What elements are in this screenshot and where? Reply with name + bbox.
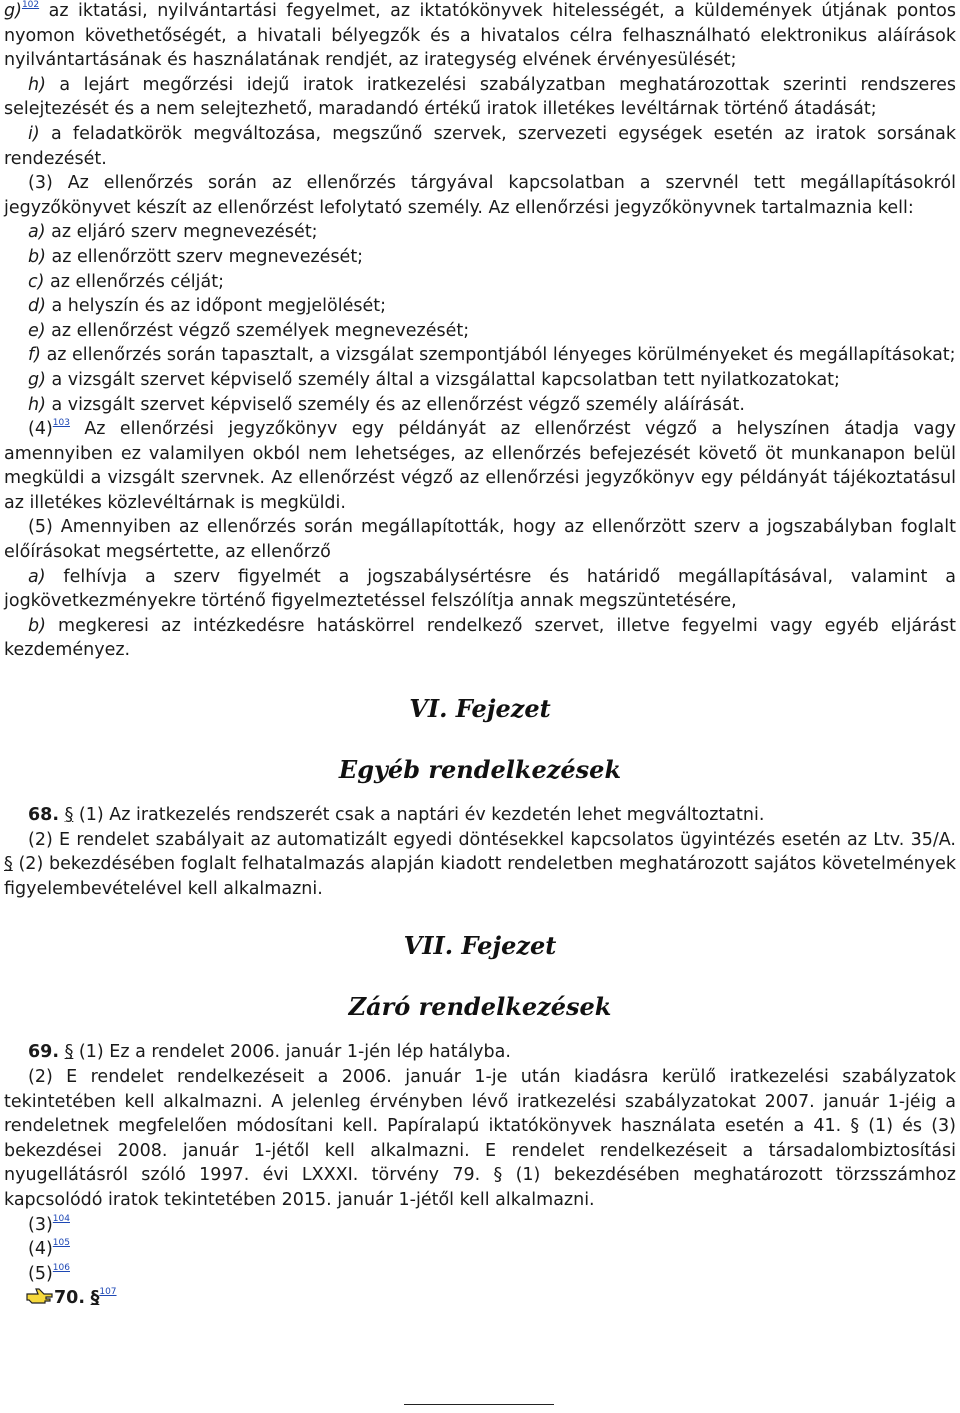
item-text: a helyszín és az időpont megjelölését;: [45, 296, 386, 317]
item-letter: g): [28, 369, 46, 390]
item-text: az ellenőrzés során tapasztalt, a vizsgálat szempontjából lényeges körülményeket és megállapításokat;: [41, 345, 956, 366]
paragraph-text: (2) E rendelet szabályait az automatizált egyedi döntésekkel kapcsolatos ügyintézés esetén az Ltv. 35/A.: [28, 829, 956, 850]
paragraph-text: (2) bekezdésében foglalt felhatalmazás alapján kiadott rendeletben meghatározott sajátos követelmények figyelembevételével kell alkalmazni.: [4, 854, 956, 899]
chapter-title: Egyéb rendelkezések: [338, 755, 622, 785]
paragraph: [4, 1262, 956, 1287]
item-g: [4, 0, 956, 73]
paragraph-number: (5): [28, 1263, 53, 1284]
footnote-divider: [404, 1404, 554, 1405]
item-text: az iktatási, nyilvántartási fegyelmet, az iktatókönyvek hitelességét, a küldemények útjának pontos nyomon követhetőségét, a hivatali bélyegzők és a hivatalos célra felhasználható elektronikus aláírások nyilvántartásának és használatának rendjét, az irategység elvének érvényesülését;: [4, 1, 956, 71]
item-text: felhívja a szerv figyelmét a jogszabálysértésre és határidő megállapításával, valamint a jogkövetkezményekre történő figyelmeztetéssel felszólítja annak megszüntetésére,: [4, 566, 956, 612]
paragraph-5: (5) Amennyiben az ellenőrzés során megállapították, hogy az ellenőrzött szerv a jogszabályban foglalt előírásokat megsértette, az ellenőrző: [4, 517, 956, 563]
paragraph: [4, 828, 956, 902]
item-letter: a): [28, 566, 46, 587]
section-number: 69.: [28, 1042, 60, 1063]
paragraph: [4, 1237, 956, 1262]
item-h: [4, 73, 956, 122]
item-letter: h): [28, 394, 46, 415]
item-letter: c): [28, 271, 45, 292]
paragraph-text: Az ellenőrzési jegyzőkönyv egy példányát az ellenőrzést végző a helyszínen átadja vagy amennyiben ez valamilyen okból nem lehetséges, az ellenőrzés befejezését követő öt munkanapon belül megküldi a vizsgált szervnek. Az ellenőrzést végző az ellenőrzési jegyzőkönyv egy példányát tájékoztatásul az illetékes közlevéltárnak is megküldi.: [4, 419, 956, 513]
paragraph-text: (1) Ez a rendelet 2006. január 1-jén lép hatályba.: [73, 1042, 511, 1063]
item-text: az ellenőrzést végző személyek megnevezését;: [45, 320, 470, 341]
item-text: a vizsgált szervet képviselő személy által a vizsgálattal kapcsolatban tett nyilatkozatokat;: [45, 369, 840, 390]
list-item: [4, 270, 956, 295]
section-sign-link[interactable]: §: [64, 1042, 74, 1063]
footnote-link[interactable]: 102: [21, 0, 40, 10]
paragraph-text: (1) Az iratkezelés rendszerét csak a naptári év kezdetén lehet megváltoztatni.: [73, 805, 765, 826]
item-letter: b): [28, 615, 46, 636]
item-text: az ellenőrzés célját;: [44, 271, 224, 292]
list-item: [4, 368, 956, 393]
item-letter: h): [28, 74, 46, 95]
chapter-heading: VII. Fejezet: [403, 931, 557, 961]
list-item: [4, 614, 956, 663]
list-item: [4, 565, 956, 614]
list-item: [4, 319, 956, 344]
item-i: [4, 122, 956, 171]
list-item: [4, 245, 956, 270]
list-item: [4, 220, 956, 245]
item-letter: a): [28, 222, 46, 243]
section-70: [4, 1286, 956, 1311]
footnote-link[interactable]: 106: [52, 1262, 70, 1273]
paragraph: [4, 1213, 956, 1238]
section-sign-link[interactable]: §: [64, 805, 74, 826]
item-letter: b): [28, 246, 46, 267]
footnote-link[interactable]: 105: [52, 1238, 70, 1249]
item-letter: i): [28, 123, 40, 144]
item-letter: f): [28, 345, 41, 366]
chapter-title: Záró rendelkezések: [348, 992, 612, 1022]
pointing-hand-icon[interactable]: [26, 1286, 54, 1306]
section-number: 68.: [28, 805, 60, 826]
section-69: [4, 1040, 956, 1065]
paragraph-4: [4, 417, 956, 515]
item-text: a vizsgált szervet képviselő személy és az ellenőrzést végző személy aláírását.: [45, 394, 745, 415]
paragraph: (2) E rendelet rendelkezéseit a 2006. január 1-je után kiadásra kerülő iratkezelési szabályzatok tekintetében kell alkalmazni. A jelenleg érvényben lévő iratkezelési szabályzatokat 2007. január 1-jéig a rendeletnek megfelelően módosítani kell. Papíralapú iktatókönyvek használata esetén a 41. § (1) és (3) bekezdései 2008. január 1-jétől kell alkalmazni. E rendelet rendelkezéseit a társadalombiztosítási nyugellátásról szóló 1997. évi LXXXI. törvény 79. § (1) bekezdésében meghatározott törzsszámhoz kapcsolódó iratok tekintetében 2015. január 1-jétől kell alkalmazni.: [4, 1067, 956, 1210]
paragraph-number: (3): [28, 1214, 53, 1235]
footnote-link[interactable]: 107: [99, 1287, 117, 1298]
item-text: a lejárt megőrzési idejű iratok iratkezelési szabályzatban meghatározottak szerinti rendszeres selejtezését és a nem selejtezhető, maradandó értékű iratok illetékes levéltárnak történő átadását;: [4, 74, 956, 120]
section-number: 70.: [54, 1288, 86, 1309]
paragraph-number: (4): [28, 1239, 53, 1260]
section-68: [4, 803, 956, 828]
item-text: megkeresi az intézkedésre hatáskörrel rendelkező szervet, illetve fegyelmi vagy egyéb eljárást kezdeményez.: [4, 615, 956, 661]
footnote-link[interactable]: 103: [52, 418, 70, 429]
list-item: [4, 343, 956, 368]
item-letter: e): [28, 320, 46, 341]
item-text: az eljáró szerv megnevezését;: [45, 222, 318, 243]
item-letter: g): [4, 1, 22, 21]
list-item: [4, 393, 956, 418]
footnote-link[interactable]: 104: [52, 1213, 70, 1224]
section-sign: §: [90, 1288, 100, 1309]
list-item: [4, 294, 956, 319]
section-sign: §: [4, 854, 13, 875]
item-letter: d): [28, 296, 46, 317]
item-text: az ellenőrzött szerv megnevezését;: [45, 246, 364, 267]
item-text: a feladatkörök megváltozása, megszűnő szervek, szervezeti egységek esetén az iratok sorsának rendezését.: [4, 123, 956, 169]
paragraph-number: (4): [28, 419, 53, 440]
paragraph-3: (3) Az ellenőrzés során az ellenőrzés tárgyával kapcsolatban a szervnél tett megállapításokról jegyzőkönyvet készít az ellenőrzést lefolytató személy. Az ellenőrzési jegyzőkönyvnek tartalmaznia kell:: [4, 173, 956, 218]
chapter-heading: VI. Fejezet: [409, 694, 551, 724]
